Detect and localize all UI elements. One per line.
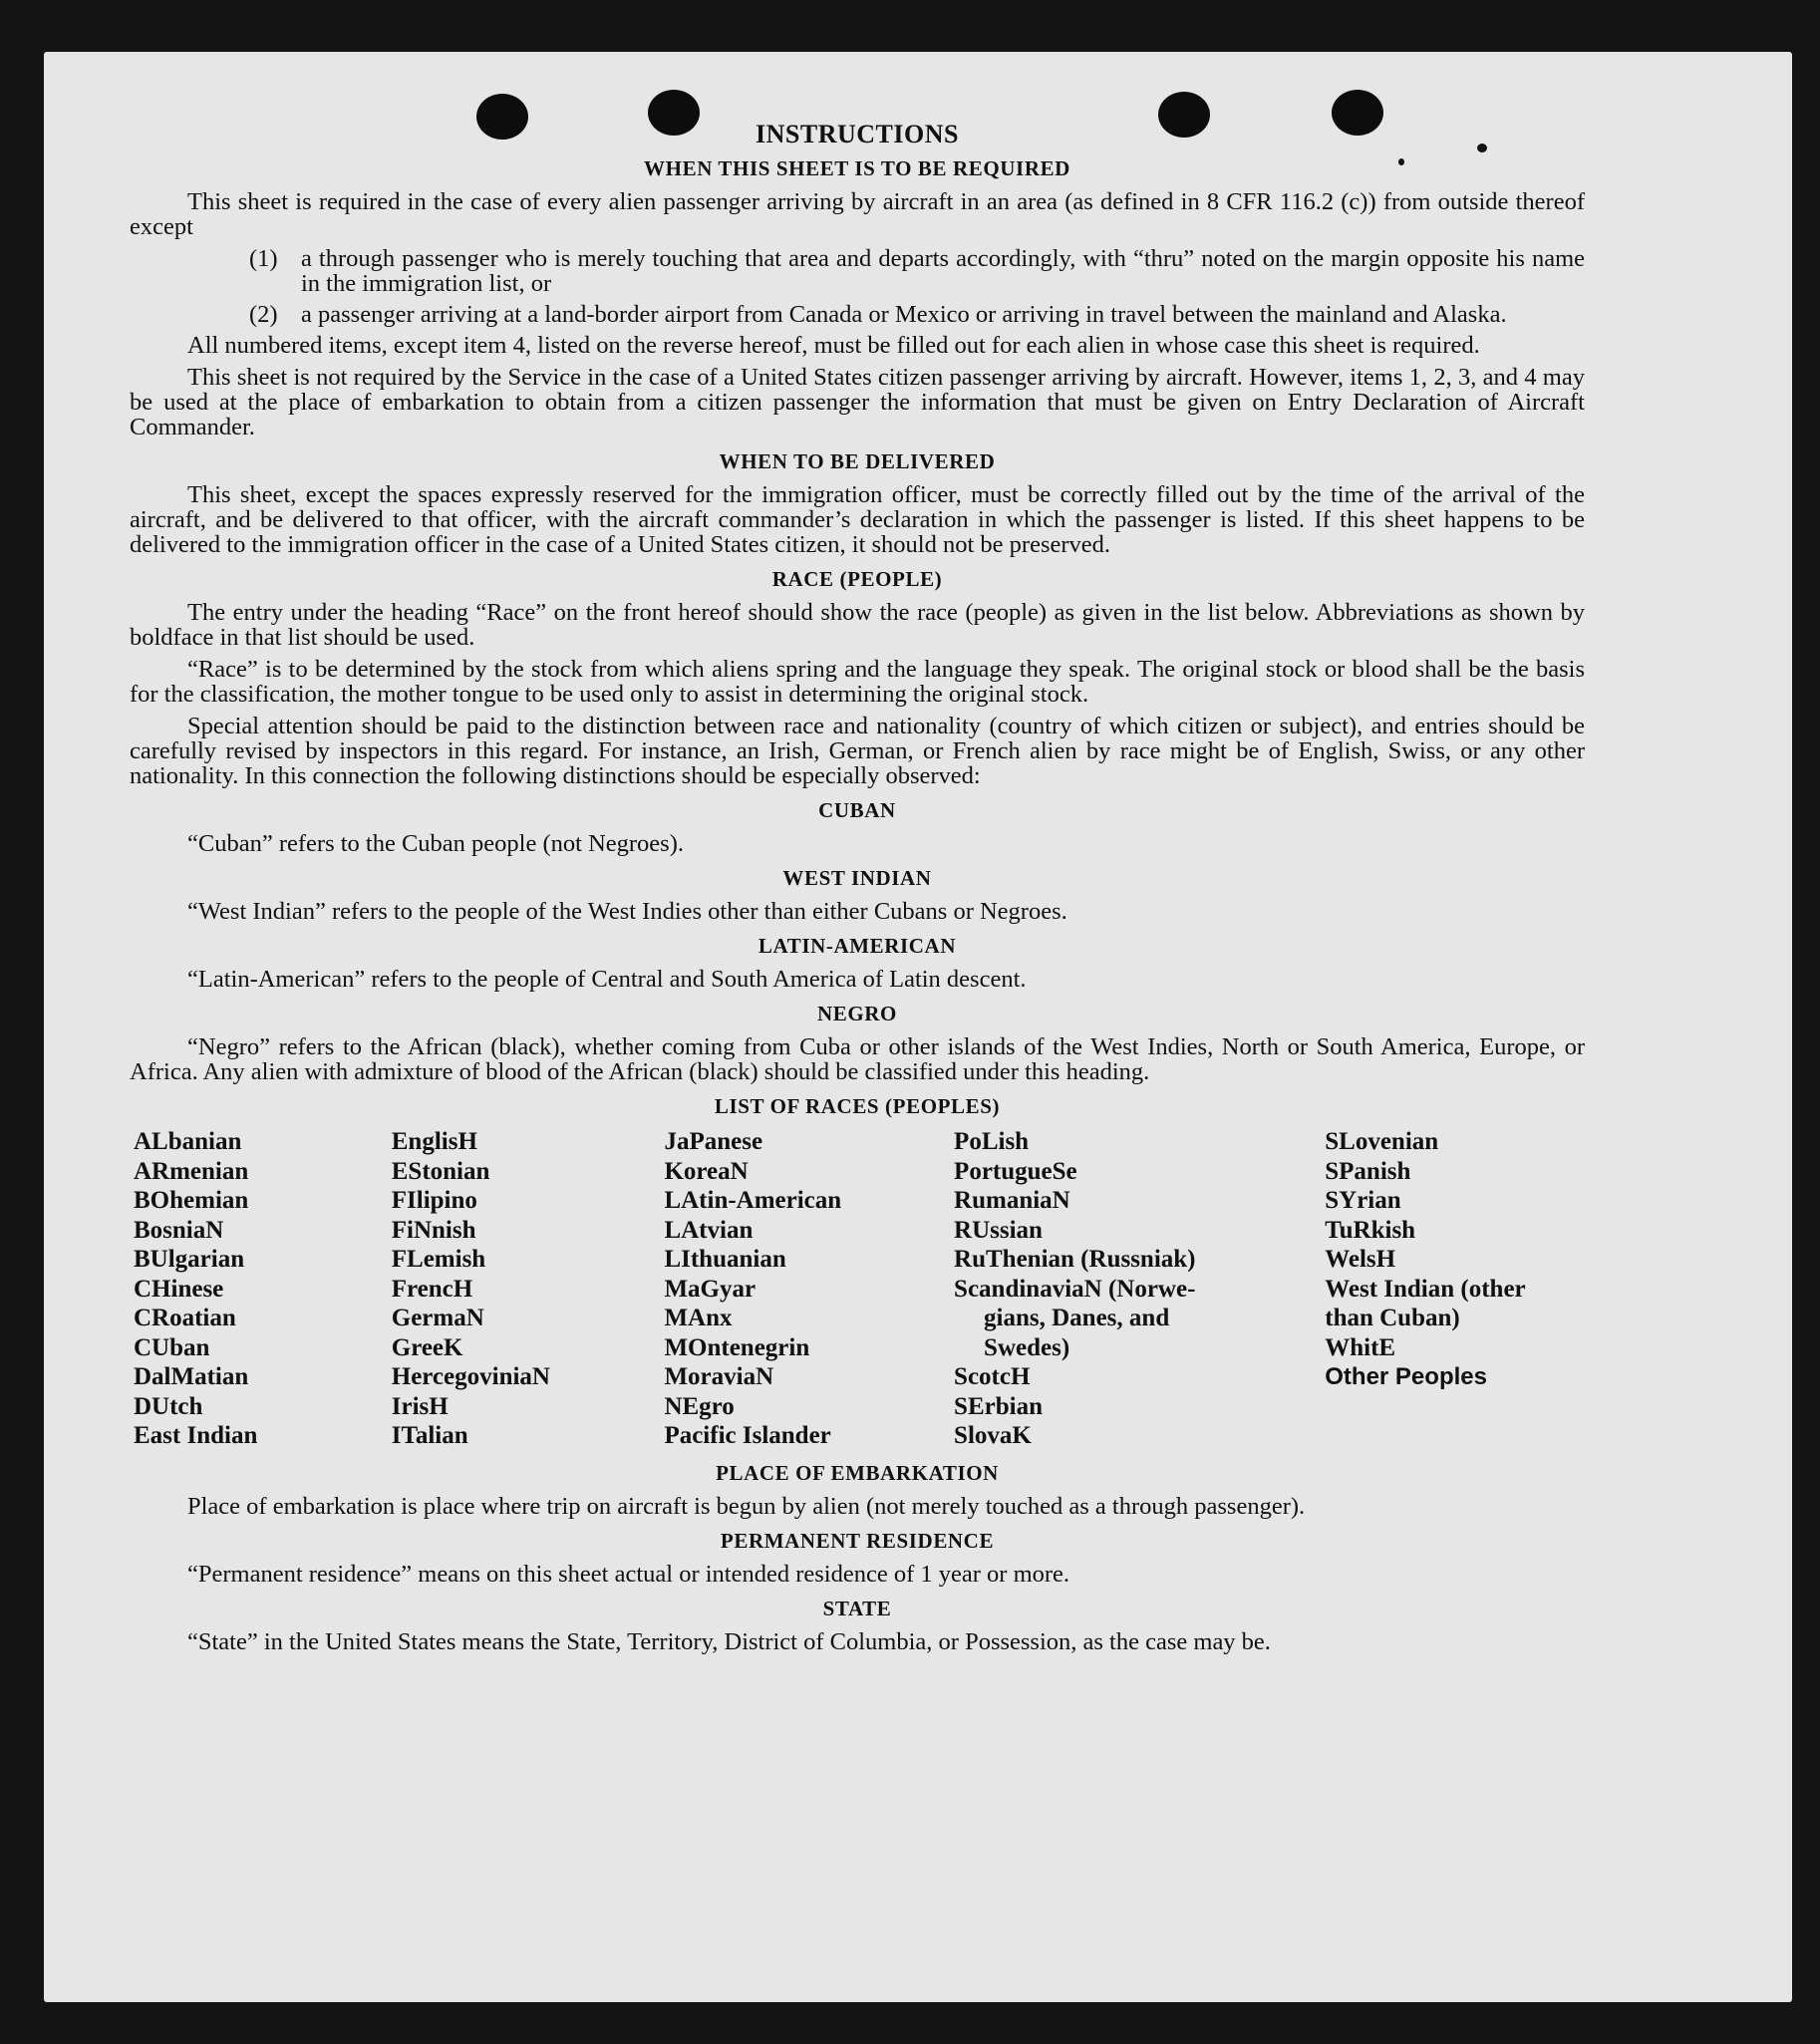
race-entry: LAtvian <box>664 1216 754 1244</box>
race-para-1: The entry under the heading “Race” on the front hereof should show the race (people) as given in the list below. Abbreviations as shown by boldface in that list should be used. <box>130 599 1585 651</box>
race-entry: LAtin-American <box>664 1187 842 1214</box>
exception-number: (1) <box>249 245 278 272</box>
race-entry: SlovaK <box>954 1422 1032 1449</box>
instructions-content <box>130 122 1585 1661</box>
heading-cuban: CUBAN <box>818 798 896 822</box>
races-column <box>134 1127 392 1451</box>
race-entry: BUlgarian <box>134 1246 245 1273</box>
required-para-3: This sheet is not required by the Service in the case of a United States citizen passenger arriving by aircraft. However, items 1, 2, 3, and 4 may be used at the place of embarkation to obtain from a citizen passenger the information that must be given on Entry Declaration of Aircraft Commander. <box>130 364 1585 440</box>
race-entry: BosniaN <box>134 1216 224 1244</box>
race-entry: CHinese <box>134 1275 224 1303</box>
west-indian-text: “West Indian” refers to the people of the West Indies other than either Cubans or Negroes. <box>187 898 1067 925</box>
race-entry: CUban <box>134 1333 210 1361</box>
race-entry: Other Peoples <box>1325 1363 1487 1390</box>
exception-text: a through passenger who is merely touching that area and departs accordingly, with “thru” noted on the margin opposite his name in the immigration list, or <box>301 245 1585 297</box>
races-column <box>392 1127 665 1451</box>
race-entry: LIthuanian <box>664 1246 786 1273</box>
cuban-text: “Cuban” refers to the Cuban people (not Negroes). <box>187 830 684 857</box>
race-entry: West Indian (other <box>1325 1275 1526 1303</box>
race-entry: NEgro <box>664 1392 735 1420</box>
race-entry: Swedes) <box>984 1333 1070 1361</box>
negro-text: “Negro” refers to the African (black), whether coming from Cuba or other islands of the West Indies, North or South America, Europe, or Africa. Any alien with admixture of blood of the African (black) should be classified under this heading. <box>130 1033 1585 1085</box>
race-entry: MaGyar <box>664 1275 757 1303</box>
heading-list-of-races: LIST OF RACES (PEOPLES) <box>714 1094 1001 1118</box>
race-entry: than Cuban) <box>1325 1305 1460 1331</box>
race-entry: MoraviaN <box>664 1363 774 1390</box>
race-entry: SLovenian <box>1325 1128 1439 1155</box>
latin-american-text: “Latin-American” refers to the people of Central and South America of Latin descent. <box>187 966 1027 993</box>
race-entry: GreeK <box>391 1333 463 1361</box>
heading-west-indian: WEST INDIAN <box>782 866 932 890</box>
required-para-2: All numbered items, except item 4, listed on the reverse hereof, must be filled out for each alien in whose case this sheet is required. <box>187 332 1480 359</box>
race-para-2: “Race” is to be determined by the stock from which aliens spring and the language they speak. The original stock or blood shall be the basis for the classification, the mother tongue to be used only to assist in determining the original stock. <box>130 656 1585 708</box>
page-title: INSTRUCTIONS <box>756 120 959 148</box>
race-entry: MOntenegrin <box>664 1333 810 1361</box>
race-entry: SYrian <box>1325 1187 1401 1214</box>
race-para-3: Special attention should be paid to the distinction between race and nationality (country of which citizen or subject), and entries should be carefully revised by inspectors in this regard. For instance, an Irish, German, or French alien by race might be of English, Swiss, or any other nationality. In this connection the following distinctions should be especially observed: <box>130 713 1585 789</box>
race-entry: SPanish <box>1325 1157 1411 1185</box>
race-entry: PoLish <box>954 1128 1030 1155</box>
heading-residence: PERMANENT RESIDENCE <box>720 1528 995 1553</box>
race-entry: FiNnish <box>391 1216 476 1244</box>
races-list <box>134 1127 1585 1451</box>
heading-delivered: WHEN TO BE DELIVERED <box>719 449 996 473</box>
race-entry: FIlipino <box>391 1187 477 1214</box>
race-entry: RuThenian (Russniak) <box>954 1246 1196 1273</box>
exception-number: (2) <box>249 301 278 328</box>
document-page <box>44 52 1792 2002</box>
race-entry: PortugueSe <box>954 1157 1077 1185</box>
race-entry: SErbian <box>954 1392 1043 1420</box>
embarkation-text: Place of embarkation is place where trip on aircraft is begun by alien (not merely touched as a through passenger). <box>187 1492 1306 1520</box>
race-entry: CRoatian <box>134 1305 236 1331</box>
races-column <box>954 1127 1325 1451</box>
residence-text: “Permanent residence” means on this sheet actual or intended residence of 1 year or more. <box>187 1560 1070 1588</box>
race-entry: ITalian <box>391 1422 468 1449</box>
race-entry: EnglisH <box>391 1128 477 1155</box>
race-entry: FLemish <box>391 1246 486 1273</box>
race-entry: East Indian <box>134 1422 258 1449</box>
race-entry: ScandinaviaN (Norwe- <box>954 1275 1196 1303</box>
race-entry: DalMatian <box>134 1363 249 1390</box>
race-entry: EStonian <box>391 1157 490 1185</box>
delivered-text: This sheet, except the spaces expressly reserved for the immigration officer, must be correctly filled out by the time of the arrival of the aircraft, and be delivered to that officer, with the aircraft commander’s declaration in which the passenger is listed. If this sheet happens to be delivered to the immigration officer in the case of a United States citizen, it should not be preserved. <box>130 481 1585 558</box>
heading-embarkation: PLACE OF EMBARKATION <box>716 1460 999 1485</box>
exception-item <box>249 302 1585 327</box>
races-column <box>664 1127 954 1451</box>
heading-required: WHEN THIS SHEET IS TO BE REQUIRED <box>644 156 1070 180</box>
exception-text: a passenger arriving at a land-border airport from Canada or Mexico or arriving in travel between the mainland and Alaska. <box>301 301 1507 328</box>
race-entry: ALbanian <box>134 1128 242 1155</box>
race-entry: RumaniaN <box>954 1187 1070 1214</box>
race-entry: FrencH <box>391 1275 473 1303</box>
race-entry: GermaN <box>391 1305 484 1331</box>
heading-state: STATE <box>822 1596 892 1620</box>
race-entry: KoreaN <box>664 1157 749 1185</box>
races-column <box>1325 1127 1585 1451</box>
race-entry: ARmenian <box>134 1157 249 1185</box>
race-entry: gians, Danes, and <box>984 1305 1170 1331</box>
race-entry: BOhemian <box>134 1187 249 1214</box>
race-entry: HercegoviniaN <box>391 1363 550 1390</box>
race-entry: JaPanese <box>664 1128 763 1155</box>
heading-latin-american: LATIN-AMERICAN <box>758 934 957 958</box>
exception-item <box>249 246 1585 296</box>
race-entry: WelsH <box>1325 1246 1396 1273</box>
heading-negro: NEGRO <box>816 1002 897 1025</box>
heading-race: RACE (PEOPLE) <box>771 567 943 591</box>
race-entry: ScotcH <box>954 1363 1031 1390</box>
race-entry: IrisH <box>391 1392 449 1420</box>
race-entry: RUssian <box>954 1216 1043 1244</box>
race-entry: WhitE <box>1325 1333 1396 1361</box>
race-entry: Pacific Islander <box>664 1422 831 1449</box>
race-entry: MAnx <box>664 1305 733 1331</box>
race-entry: DUtch <box>134 1392 203 1420</box>
state-text: “State” in the United States means the State, Territory, District of Columbia, or Possession, as the case may be. <box>187 1627 1271 1655</box>
race-entry: TuRkish <box>1325 1216 1416 1244</box>
required-intro: This sheet is required in the case of every alien passenger arriving by aircraft in an area (as defined in 8 CFR 116.2 (c)) from outside thereof except <box>130 188 1585 240</box>
